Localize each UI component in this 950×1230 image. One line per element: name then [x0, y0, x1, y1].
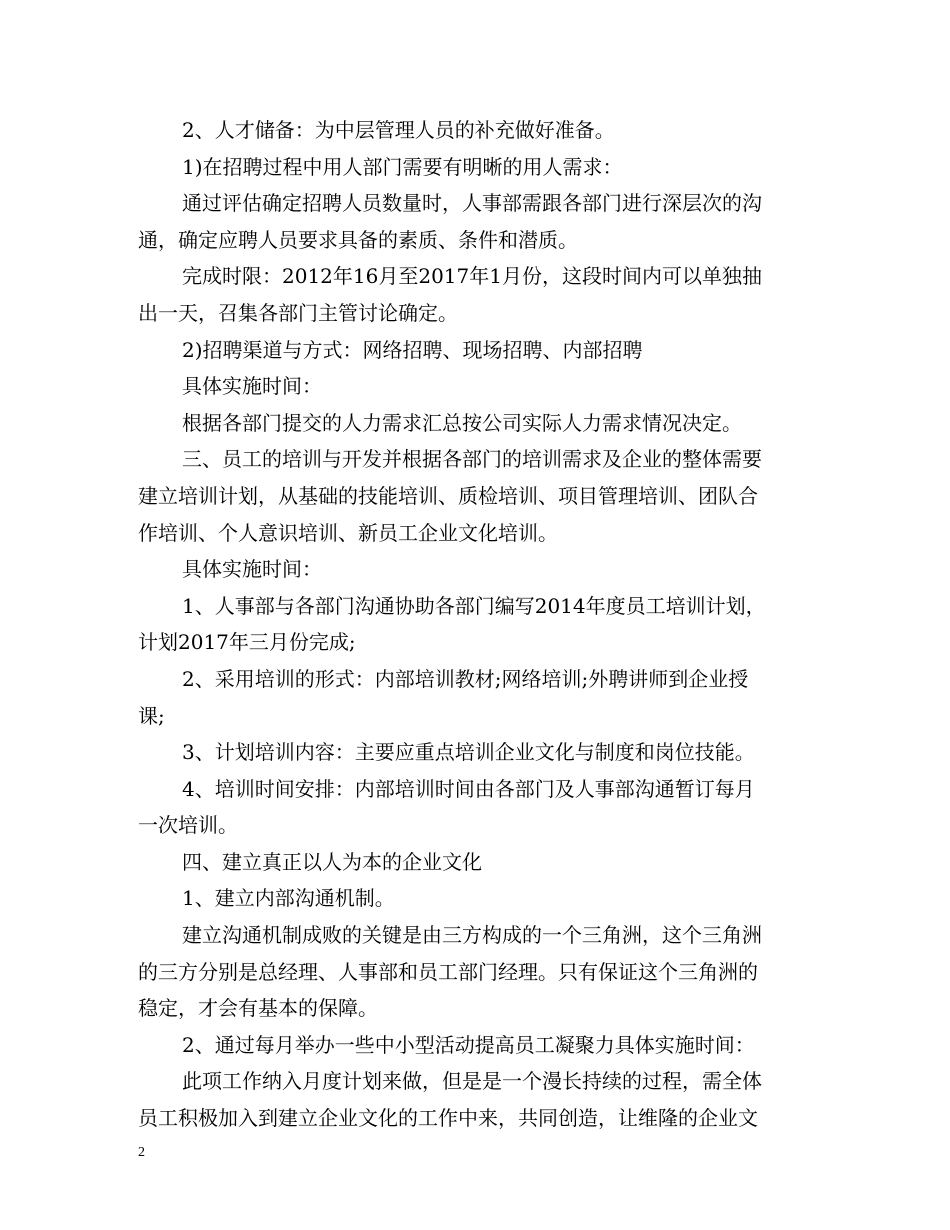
text-line: 具体实施时间：	[182, 374, 322, 399]
text-line: 2)招聘渠道与方式：网络招聘、现场招聘、内部招聘	[182, 337, 643, 362]
text-line: 完成时限：2012年16月至2017年1月份，这段时间内可以单独抽	[182, 264, 762, 289]
text-line: 根据各部门提交的人力需求汇总按公司实际人力需求情况决定。	[182, 410, 742, 435]
text-line: 员工积极加入到建立企业文化的工作中来，共同创造，让维隆的企业文	[138, 1106, 758, 1131]
text-line: 1、人事部与各部门沟通协助各部门编写2014年度员工培训计划，	[182, 593, 766, 618]
text-line: 四、建立真正以人为本的企业文化	[182, 849, 482, 874]
text-line: 稳定，才会有基本的保障。	[138, 996, 378, 1021]
text-line: 具体实施时间：	[182, 557, 322, 582]
text-line: 此项工作纳入月度计划来做，但是是一个漫长持续的过程，需全体	[182, 1069, 762, 1094]
text-line: 的三方分别是总经理、人事部和员工部门经理。只有保证这个三角洲的	[138, 959, 758, 984]
text-line: 建立沟通机制成败的关键是由三方构成的一个三角洲，这个三角洲	[182, 923, 762, 948]
text-line: 2、采用培训的形式：内部培训教材;网络培训;外聘讲师到企业授	[182, 666, 749, 691]
text-line: 课;	[138, 703, 165, 728]
text-line: 三、员工的培训与开发并根据各部门的培训需求及企业的整体需要	[182, 447, 762, 472]
text-line: 作培训、个人意识培训、新员工企业文化培训。	[138, 520, 558, 545]
text-line: 1、建立内部沟通机制。	[182, 886, 395, 911]
text-line: 2、通过每月举办一些中小型活动提高员工凝聚力具体实施时间：	[182, 1032, 755, 1057]
text-line: 通过评估确定招聘人员数量时，人事部需跟各部门进行深层次的沟	[182, 191, 762, 216]
text-line: 1)在招聘过程中用人部门需要有明晰的用人需求：	[182, 154, 623, 179]
text-line: 计划2017年三月份完成;	[138, 630, 356, 655]
text-line: 2、人才储备：为中层管理人员的补充做好准备。	[182, 118, 615, 142]
text-line: 3、计划培训内容：主要应重点培训企业文化与制度和岗位技能。	[182, 740, 755, 765]
text-line: 出一天，召集各部门主管讨论确定。	[138, 300, 458, 325]
text-line: 一次培训。	[138, 813, 238, 838]
text-line: 4、培训时间安排：内部培训时间由各部门及人事部沟通暂订每月	[182, 776, 755, 801]
text-line: 通，确定应聘人员要求具备的素质、条件和潜质。	[138, 227, 578, 252]
text-line: 建立培训计划，从基础的技能培训、质检培训、项目管理培训、团队合	[138, 483, 758, 508]
document-body	[138, 112, 814, 1137]
page-number: 2	[138, 1145, 145, 1160]
